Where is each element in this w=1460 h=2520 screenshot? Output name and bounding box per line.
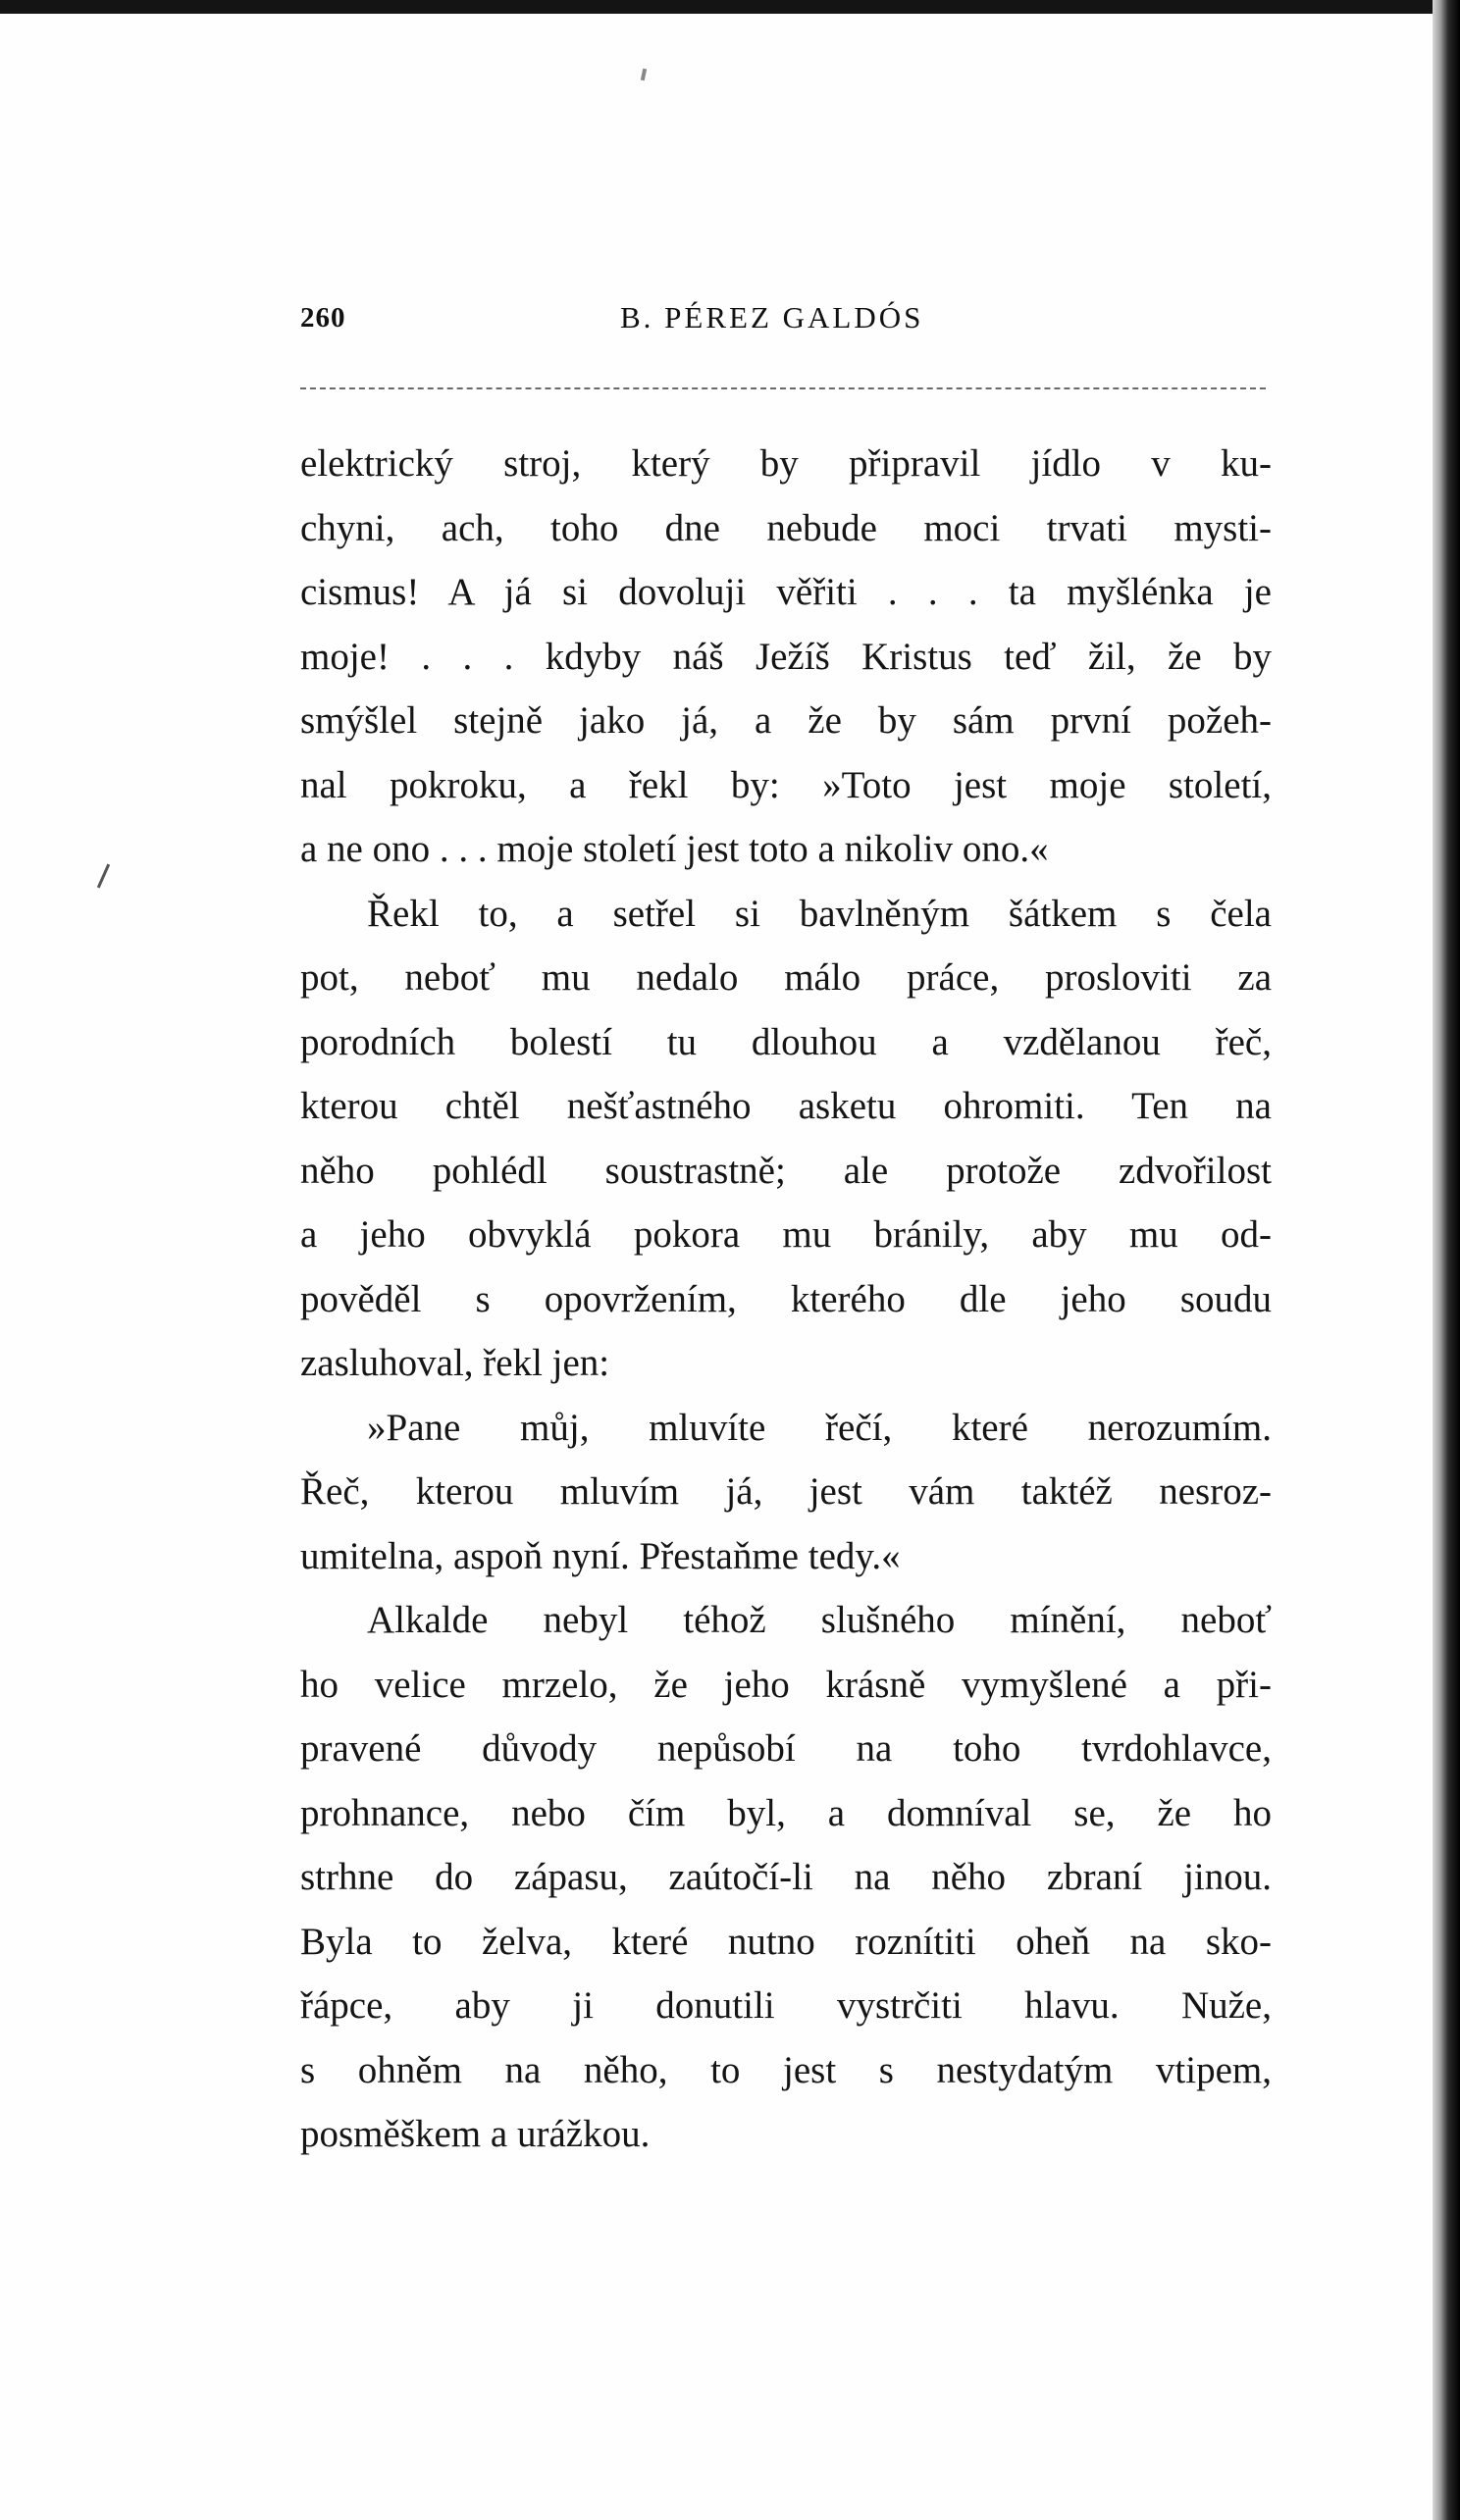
text-line: prohnance, nebo čím byl, a domníval se, že ho [300,1791,1272,1834]
text-line: a jeho obvyklá pokora mu bránily, aby mu od- [300,1213,1272,1256]
scan-top-edge [0,0,1460,14]
text-line: chyni, ach, toho dne nebude moci trvati mysti- [300,506,1272,549]
paragraph [300,432,1272,882]
scan-speck [641,69,647,81]
text-line: Řekl to, a setřel si bavlněným šátkem s čela [367,892,1272,935]
header-rule [300,387,1266,389]
paragraph [300,882,1272,1396]
text-line: kterou chtěl nešťastného asketu ohromiti. Ten na [300,1085,1272,1127]
page-header [300,294,1266,343]
text-line: nal pokroku, a řekl by: »Toto jest moje století, [300,763,1272,806]
text-line: cismus! A já si dovoluji věřiti . . . ta myšlénka je [300,571,1272,613]
text-line: Alkalde nebyl téhož slušného mínění, neboť [367,1599,1272,1641]
text-line: porodních bolestí tu dlouhou a vzdělanou řeč, [300,1020,1272,1063]
text-line: něho pohlédl soustrastně; ale protože zdvořilost [300,1149,1272,1192]
text-line: »Pane můj, mluvíte řečí, které nerozumím. [367,1406,1272,1449]
text-line: moje! . . . kdyby náš Ježíš Kristus teď žil, že by [300,635,1272,678]
text-line: pot, neboť mu nedalo málo práce, prosloviti za [300,956,1272,999]
running-head: B. PÉREZ GALDÓS [620,300,924,334]
paragraph [300,1396,1272,1589]
text-line: strhne do zápasu, zaútočí-li na něho zbraní jinou. [300,1856,1272,1898]
text-line: řápce, aby ji donutili vystrčiti hlavu. Nuže, [300,1984,1272,2027]
text-line: s ohněm na něho, to jest s nestydatým vtipem, [300,2048,1272,2091]
text-line: posměškem a urážkou. [300,2113,651,2155]
text-line: Byla to želva, které nutno roznítiti oheň na sko- [300,1920,1272,1963]
body-text [300,432,1272,2167]
scan-right-edge [1433,0,1460,2520]
text-line: smýšlel stejně jako já, a že by sám první požeh- [300,699,1272,742]
paragraph [300,1588,1272,2167]
text-line: a ne ono . . . moje století jest toto a nikoliv ono.« [300,828,1049,870]
page-number: 260 [300,302,346,334]
text-line: elektrický stroj, který by připravil jídlo v ku- [300,442,1272,485]
scan-speck [97,864,110,889]
text-line: pověděl s opovržením, kterého dle jeho soudu [300,1277,1272,1320]
text-line: umitelna, aspoň nyní. Přestaňme tedy.« [300,1534,901,1577]
text-line: Řeč, kterou mluvím já, jest vám taktéž nesroz- [300,1470,1272,1513]
text-line: ho velice mrzelo, že jeho krásně vymyšlené a při- [300,1663,1272,1706]
text-line: zasluhoval, řekl jen: [300,1342,610,1384]
text-line: pravené důvody nepůsobí na toho tvrdohlavce, [300,1727,1272,1770]
